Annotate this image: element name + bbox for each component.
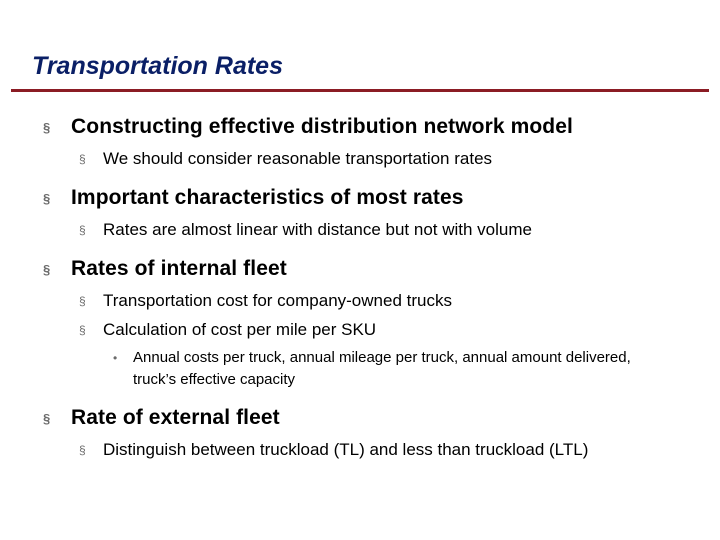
section-heading-text: Rates of internal fleet	[71, 257, 287, 280]
dot-bullet-icon: •	[113, 351, 118, 365]
slide-title: Transportation Rates	[32, 52, 283, 80]
section-heading-2	[43, 186, 464, 210]
square-bullet-icon: §	[79, 152, 86, 166]
list-item-text: Distinguish between truckload (TL) and less than truckload (LTL)	[103, 440, 589, 459]
list-item	[79, 149, 493, 169]
section-heading-text: Rate of external fleet	[71, 406, 280, 429]
sub-list-item-text: Annual costs per truck, annual mileage per truck, annual amount delivered, truck’s effective capacity	[133, 349, 631, 388]
list-item	[79, 291, 452, 311]
square-bullet-icon: §	[43, 411, 51, 426]
square-bullet-icon: §	[79, 294, 86, 308]
section-heading-text: Important characteristics of most rates	[71, 186, 464, 209]
list-item-text: Rates are almost linear with distance but not with volume	[103, 220, 532, 239]
section-heading-text: Constructing effective distribution network model	[71, 115, 573, 138]
list-item-text: Calculation of cost per mile per SKU	[103, 320, 377, 339]
list-item-text: We should consider reasonable transportation rates	[103, 149, 493, 168]
square-bullet-icon: §	[79, 323, 86, 337]
section-heading-1	[43, 115, 573, 139]
list-item	[79, 440, 589, 460]
list-item	[79, 220, 532, 240]
title-divider	[11, 89, 709, 92]
list-item	[79, 320, 377, 340]
square-bullet-icon: §	[79, 443, 86, 457]
list-item-text: Transportation cost for company-owned trucks	[103, 291, 452, 310]
square-bullet-icon: §	[43, 191, 51, 206]
section-heading-3	[43, 257, 287, 281]
square-bullet-icon: §	[43, 262, 51, 277]
sub-list-item	[113, 347, 673, 391]
square-bullet-icon: §	[43, 120, 51, 135]
square-bullet-icon: §	[79, 223, 86, 237]
section-heading-4	[43, 406, 280, 430]
